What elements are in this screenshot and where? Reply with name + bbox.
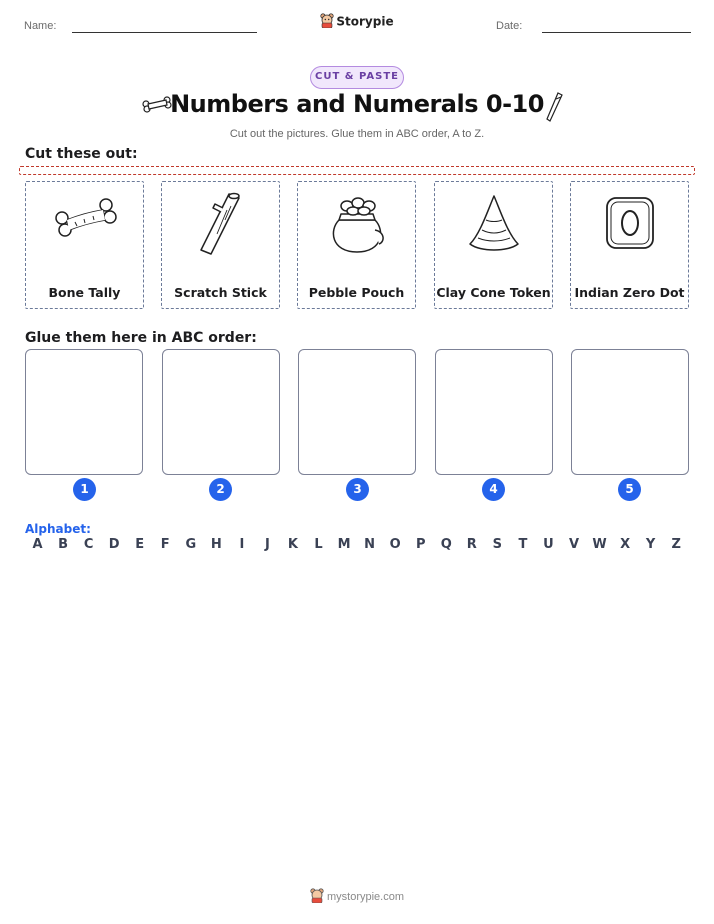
card-label: Clay Cone Token bbox=[436, 285, 551, 300]
cut-paste-badge: CUT & PASTE bbox=[310, 66, 404, 89]
page-subtitle: Cut out the pictures. Glue them in ABC order, A to Z. bbox=[229, 128, 485, 140]
alphabet-letter: L bbox=[314, 537, 323, 552]
cut-dashed-line bbox=[19, 166, 695, 175]
glue-section-label: Glue them here in ABC order: bbox=[25, 330, 257, 346]
slot-number-4: 4 bbox=[482, 478, 505, 501]
alphabet-letter: Z bbox=[671, 537, 681, 552]
bear-logo-icon bbox=[320, 13, 334, 31]
alphabet-letter: H bbox=[210, 537, 222, 552]
cut-card-pebble-pouch[interactable] bbox=[297, 181, 416, 309]
alphabet-letter: N bbox=[364, 537, 376, 552]
alphabet-letter: K bbox=[287, 537, 298, 552]
alphabet-letter: E bbox=[135, 537, 145, 552]
slot-number-5: 5 bbox=[618, 478, 641, 501]
alphabet-letter: Y bbox=[645, 537, 656, 552]
glue-slot-4[interactable] bbox=[435, 349, 553, 475]
cut-card-indian-zero-dot[interactable] bbox=[570, 181, 689, 309]
card-label: Bone Tally bbox=[48, 285, 121, 300]
brand-name: Storypie bbox=[336, 14, 394, 29]
glue-slot-1[interactable] bbox=[25, 349, 143, 475]
stick-deco-icon bbox=[544, 91, 566, 127]
cut-card-scratch-stick[interactable] bbox=[161, 181, 280, 309]
alphabet-letter: A bbox=[32, 537, 43, 552]
alphabet-letter: S bbox=[492, 537, 503, 552]
footer bbox=[0, 888, 714, 906]
alphabet-letter: O bbox=[389, 537, 401, 552]
footer-url[interactable]: mystorypie.com bbox=[326, 890, 405, 903]
alphabet-letter: J bbox=[265, 537, 270, 552]
card-label: Scratch Stick bbox=[174, 285, 267, 300]
alphabet-label: Alphabet: bbox=[25, 522, 91, 536]
alphabet-letter: D bbox=[108, 537, 120, 552]
alphabet-letter: B bbox=[58, 537, 68, 552]
alphabet-letter: Q bbox=[440, 537, 452, 552]
card-label: Pebble Pouch bbox=[308, 285, 405, 300]
page-title: Numbers and Numerals 0-10 bbox=[170, 90, 544, 118]
alphabet-letter: W bbox=[592, 537, 607, 552]
glue-slot-2[interactable] bbox=[162, 349, 280, 475]
date-label: Date: bbox=[496, 20, 523, 32]
alphabet-letter: V bbox=[568, 537, 580, 552]
alphabet-letter: U bbox=[543, 537, 554, 552]
card-label: Indian Zero Dot bbox=[574, 285, 685, 300]
alphabet-letter: I bbox=[239, 537, 245, 552]
alphabet-letter: M bbox=[337, 537, 351, 552]
name-label: Name: bbox=[24, 20, 57, 32]
cut-section-label: Cut these out: bbox=[25, 146, 138, 162]
alphabet-letter: R bbox=[466, 537, 477, 552]
bear-footer-icon bbox=[310, 888, 324, 906]
glue-slot-5[interactable] bbox=[571, 349, 689, 475]
alphabet-letter: F bbox=[160, 537, 170, 552]
alphabet-letter: C bbox=[83, 537, 94, 552]
slot-number-1: 1 bbox=[73, 478, 96, 501]
cut-card-bone-tally[interactable] bbox=[25, 181, 144, 309]
alphabet-letter: G bbox=[185, 537, 197, 552]
cut-card-clay-cone-token[interactable] bbox=[434, 181, 553, 309]
alphabet-letter: T bbox=[518, 537, 528, 552]
name-line[interactable] bbox=[72, 32, 257, 33]
slot-number-2: 2 bbox=[209, 478, 232, 501]
alphabet-letter: X bbox=[620, 537, 631, 552]
alphabet-row bbox=[25, 537, 689, 552]
alphabet-letter: P bbox=[415, 537, 426, 552]
glue-slot-3[interactable] bbox=[298, 349, 416, 475]
date-line[interactable] bbox=[542, 32, 691, 33]
slot-number-3: 3 bbox=[346, 478, 369, 501]
brand-logo bbox=[0, 13, 714, 31]
